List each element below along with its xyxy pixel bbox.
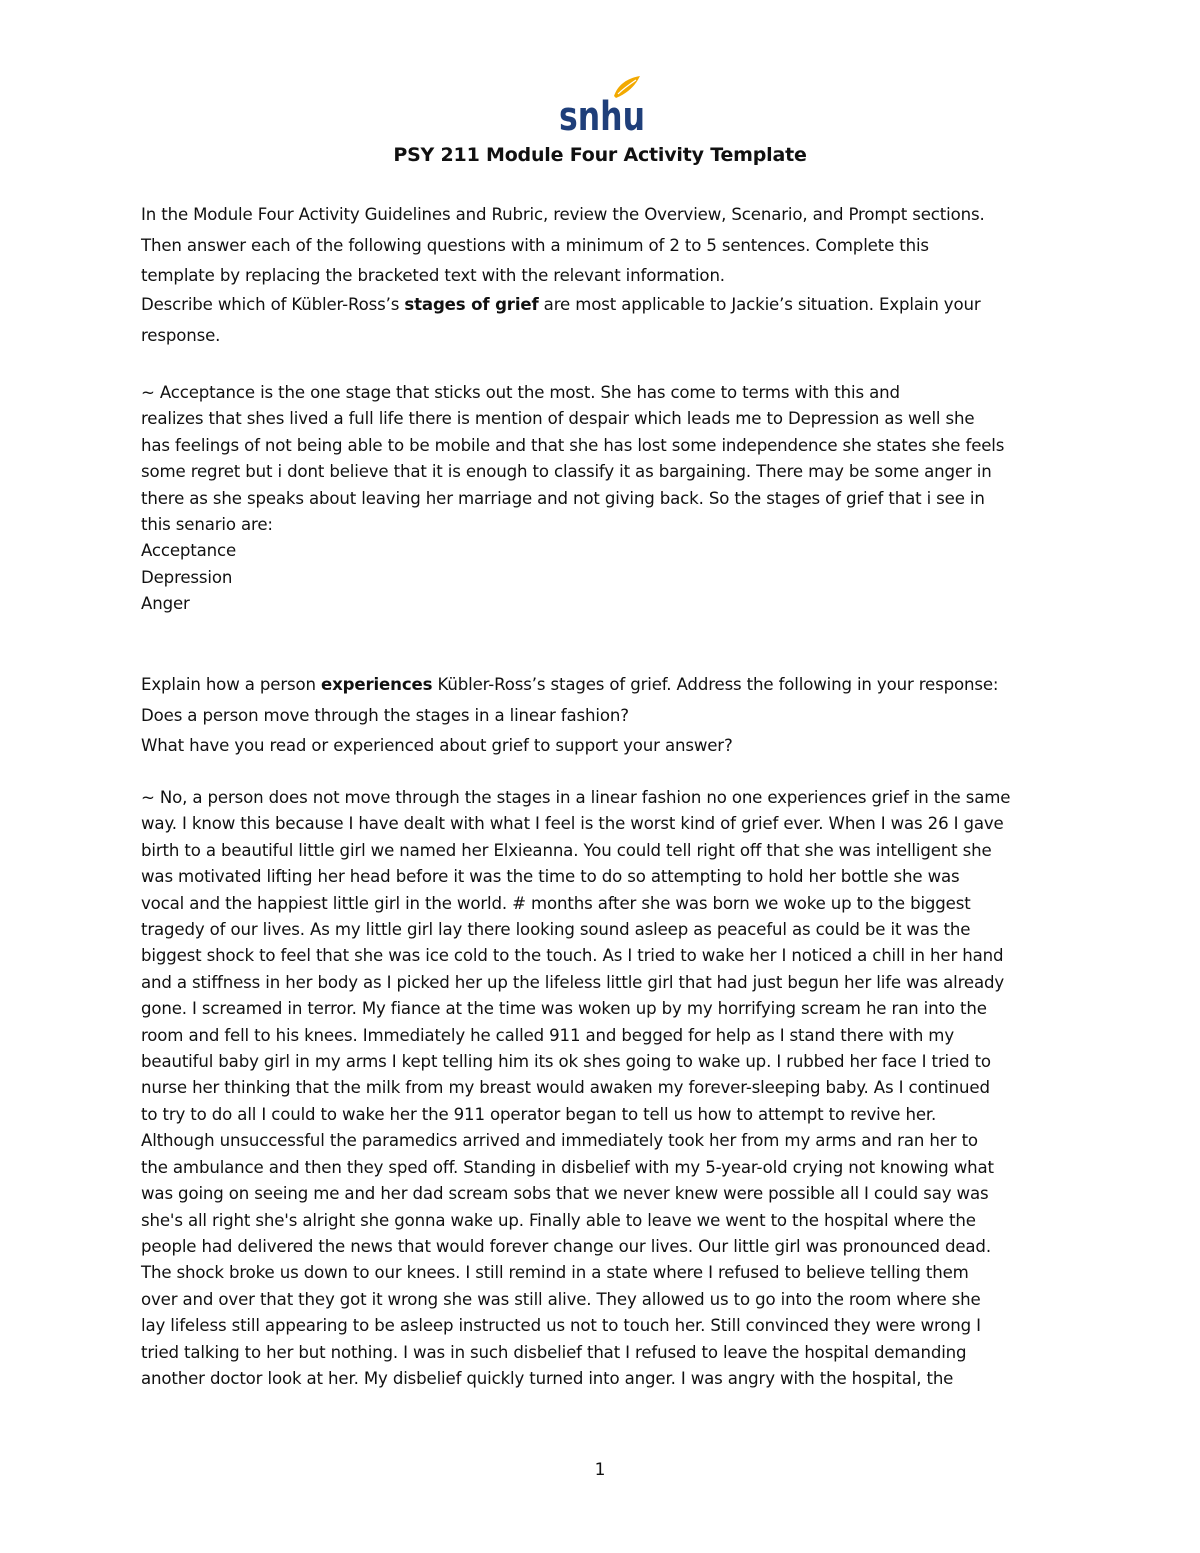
answer-2-line: way. I know this because I have dealt with what I feel is the worst kind of grief ever. When I was 26 I gave — [141, 814, 1004, 834]
question-1-text: Describe which of Kübler-Ross’s — [141, 295, 405, 314]
answer-2-line: biggest shock to feel that she was ice cold to the touch. As I tried to wake her I noticed a chill in her hand — [141, 946, 1004, 966]
answer-2-line: over and over that they got it wrong she was still alive. They allowed us to go into the room where she — [141, 1289, 981, 1309]
question-2-text: Explain how a person — [141, 675, 321, 694]
question-2-line: Does a person move through the stages in a linear fashion? — [141, 705, 629, 725]
answer-2-line: Although unsuccessful the paramedics arrived and immediately took her from my arms and ran her to — [141, 1131, 978, 1151]
answer-2-line: people had delivered the news that would forever change our lives. Our little girl was pronounced dead. — [141, 1236, 991, 1256]
question-2-line — [141, 670, 1061, 701]
answer-2-line: nurse her thinking that the milk from my breast would awaken my forever-sleeping baby. As I continued — [141, 1078, 990, 1098]
instructions-paragraph — [141, 200, 1061, 292]
question-2-bold-term: experiences — [320, 675, 433, 694]
page-title: PSY 211 Module Four Activity Template — [393, 144, 807, 166]
answer-1-line: there as she speaks about leaving her marriage and not giving back. So the stages of grief that i see in — [141, 488, 985, 508]
instructions-line: Then answer each of the following questions with a minimum of 2 to 5 sentences. Complete this — [141, 235, 929, 255]
question-1-bold-term: stages of grief — [404, 295, 539, 314]
answer-2-line: tried talking to her but nothing. I was in such disbelief that I refused to leave the hospital demanding — [141, 1342, 967, 1362]
snhu-logo — [552, 72, 652, 140]
instructions-line: In the Module Four Activity Guidelines and Rubric, review the Overview, Scenario, and Prompt sections. — [141, 205, 985, 224]
answer-1-line: Depression — [141, 567, 233, 587]
answer-1-line: has feelings of not being able to be mobile and that she has lost some independence she states she feels — [141, 435, 1005, 455]
answer-1 — [141, 380, 1061, 618]
question-2 — [141, 670, 1061, 762]
answer-2-line: another doctor look at her. My disbelief quickly turned into anger. I was angry with the hospital, the — [141, 1368, 954, 1388]
question-1-text: are most applicable to Jackie’s situation. Explain your — [538, 295, 981, 314]
answer-1-line: Acceptance — [141, 541, 237, 561]
answer-2-line: was motivated lifting her head before it was the time to do so attempting to hold her bottle she was — [141, 867, 960, 887]
answer-1-line: realizes that shes lived a full life there is mention of despair which leads me to Depression as well she — [141, 409, 975, 429]
answer-2-line: gone. I screamed in terror. My fiance at the time was woken up by my horrifying scream he ran into the — [141, 999, 987, 1019]
question-2-line: What have you read or experienced about grief to support your answer? — [141, 736, 733, 755]
answer-1-line: some regret but i dont believe that it is enough to classify it as bargaining. There may be some anger in — [141, 462, 992, 482]
answer-1-line: Anger — [141, 594, 190, 614]
question-1-line — [141, 290, 1061, 321]
page-number: 1 — [594, 1460, 606, 1480]
answer-2-line: the ambulance and then they sped off. Standing in disbelief with my 5-year-old crying not knowing what — [141, 1157, 994, 1177]
answer-2-line: lay lifeless still appearing to be asleep instructed us not to touch her. Still convinced they were wrong I — [141, 1316, 981, 1336]
answer-2-line: beautiful baby girl in my arms I kept telling him its ok shes going to wake up. I rubbed her face I tried to — [141, 1052, 991, 1072]
instructions-line: template by replacing the bracketed text with the relevant information. — [141, 266, 725, 285]
answer-2-line: ~ No, a person does not move through the stages in a linear fashion no one experiences grief in the same — [141, 788, 1011, 807]
answer-2-line: she's all right she's alright she gonna wake up. Finally able to leave we went to the hospital where the — [141, 1210, 976, 1230]
logo-wordmark: snhu — [559, 94, 645, 140]
answer-2-line: tragedy of our lives. As my little girl lay there looking sound asleep as peaceful as could be it was the — [141, 920, 971, 940]
answer-2-line: room and fell to his knees. Immediately he called 911 and begged for help as I stand there with my — [141, 1025, 954, 1045]
answer-2-line: to try to do all I could to wake her the 911 operator began to tell us how to attempt to revive her. — [141, 1104, 937, 1124]
answer-2-line: birth to a beautiful little girl we named her Elxieanna. You could tell right off that she was intelligent she — [141, 840, 992, 860]
answer-2-line: vocal and the happiest little girl in the world. # months after she was born we woke up to the biggest — [141, 893, 971, 913]
answer-2-line: and a stiffness in her body as I picked her up the lifeless little girl that had just begun her life was already — [141, 972, 1005, 992]
answer-1-line: this senario are: — [141, 515, 273, 535]
answer-2-line: The shock broke us down to our knees. I still remind in a state where I refused to believe telling them — [141, 1263, 969, 1283]
question-2-text: Kübler-Ross’s stages of grief. Address the following in your response: — [432, 675, 999, 694]
question-1-line: response. — [141, 325, 221, 345]
answer-2 — [141, 785, 1061, 1392]
answer-1-line: ~ Acceptance is the one stage that sticks out the most. She has come to terms with this and — [141, 383, 900, 402]
question-1 — [141, 290, 1061, 351]
answer-2-line: was going on seeing me and her dad scream sobs that we never knew were possible all I could say was — [141, 1184, 989, 1204]
